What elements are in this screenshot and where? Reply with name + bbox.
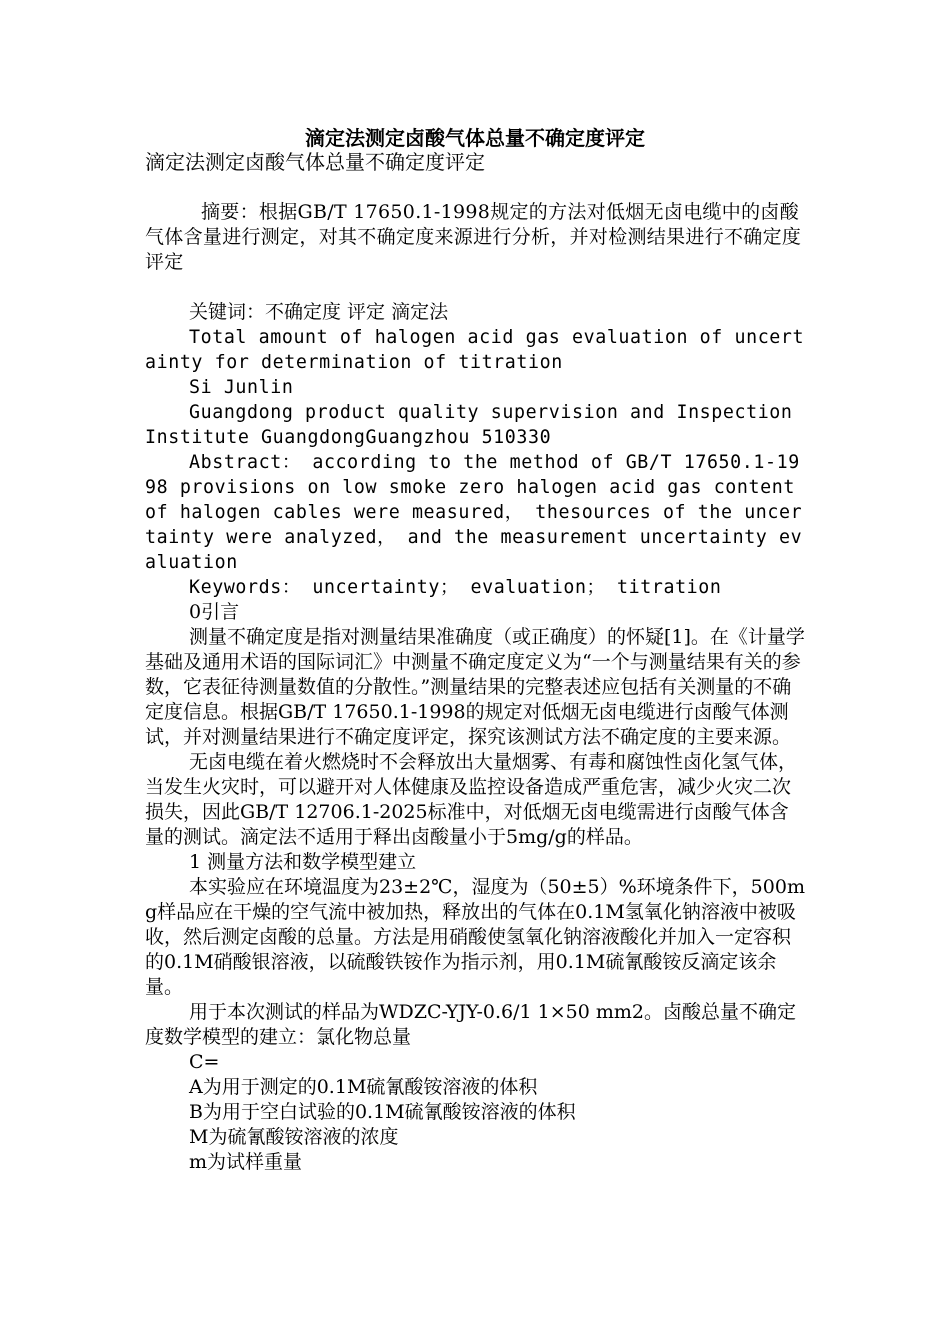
document-subtitle: 滴定法测定卤酸气体总量不确定度评定 — [145, 150, 485, 174]
keywords-cn: 关键词：不确定度 评定 滴定法 — [189, 301, 449, 323]
formula: C= — [189, 1051, 220, 1073]
affiliation-en: Guangdong product quality supervision and Inspection Institute GuangdongGuangzhou 510330 — [145, 402, 805, 448]
variable-a-definition: A为用于测定的0.1M硫氰酸铵溶液的体积 — [189, 1076, 538, 1098]
variable-m-concentration-definition: M为硫氰酸铵溶液的浓度 — [189, 1126, 399, 1148]
paragraph-intro-1: 测量不确定度是指对测量结果准确度（或正确度）的怀疑[1]。在《计量学基础及通用术语的国际词汇》中测量不确定度定义为“一个与测量结果有关的参数，它表征待测量数值的分散性。”测量结果的完整表述应包括有关测量的不确定度信息。根据GB/T 17650.1-1998的规定对低烟无卤电缆进行卤酸气体测试，并对测量结果进行不确定度评定，探究该测试方法不确定度的主要来源。 — [145, 626, 805, 748]
paragraph-method-1: 本实验应在环境温度为23±2℃，湿度为（50±5）%环境条件下，500mg样品应在干燥的空气流中被加热，释放出的气体在0.1M氢氧化钠溶液中被吸收，然后测定卤酸的总量。方法是用硝酸使氢氧化钠溶液酸化并加入一定容积的0.1M硝酸银溶液，以硫酸铁铵作为指示剂，用0.1M硫氰酸铵反滴定该余量。 — [145, 876, 805, 998]
variable-m-weight-definition: m为试样重量 — [189, 1151, 303, 1173]
paragraph-method-2: 用于本次测试的样品为WDZC-YJY-0.6/1 1×50 mm2。卤酸总量不确定度数学模型的建立：氯化物总量 — [145, 1001, 796, 1048]
keywords-en: Keywords： uncertainty； evaluation； titration — [189, 577, 722, 598]
variable-b-definition: B为用于空白试验的0.1M硫氰酸铵溶液的体积 — [189, 1101, 576, 1123]
abstract-cn: 摘要：根据GB/T 17650.1-1998规定的方法对低烟无卤电缆中的卤酸气体含量进行测定，对其不确定度来源进行分析，并对检测结果进行不确定度评定 — [145, 201, 802, 273]
section-heading-method: 1 测量方法和数学模型建立 — [189, 851, 417, 873]
paragraph-intro-2: 无卤电缆在着火燃烧时不会释放出大量烟雾、有毒和腐蚀性卤化氢气体，当发生火灾时，可以避开对人体健康及监控设备造成严重危害，减少火灾二次损失，因此GB/T 12706.1-2025标准中，对低烟无卤电缆需进行卤酸气体含量的测试。滴定法不适用于释出卤酸量小于5mg/g的样品。 — [145, 751, 798, 848]
abstract-en: Abstract： according to the method of GB/T 17650.1-1998 provisions on low smoke zero halogen acid gas content of halogen cables were measured， thesources of the uncertainty were analyzed， and the measurement uncertainty evaluation — [145, 452, 807, 573]
author-en: Si Junlin — [189, 377, 294, 398]
document-title: 滴定法测定卤酸气体总量不确定度评定 — [305, 126, 645, 150]
title-en: Total amount of halogen acid gas evaluation of uncertainty for determination of titration — [145, 327, 805, 373]
section-heading-introduction: 0引言 — [189, 601, 240, 623]
document-body — [145, 148, 807, 1175]
